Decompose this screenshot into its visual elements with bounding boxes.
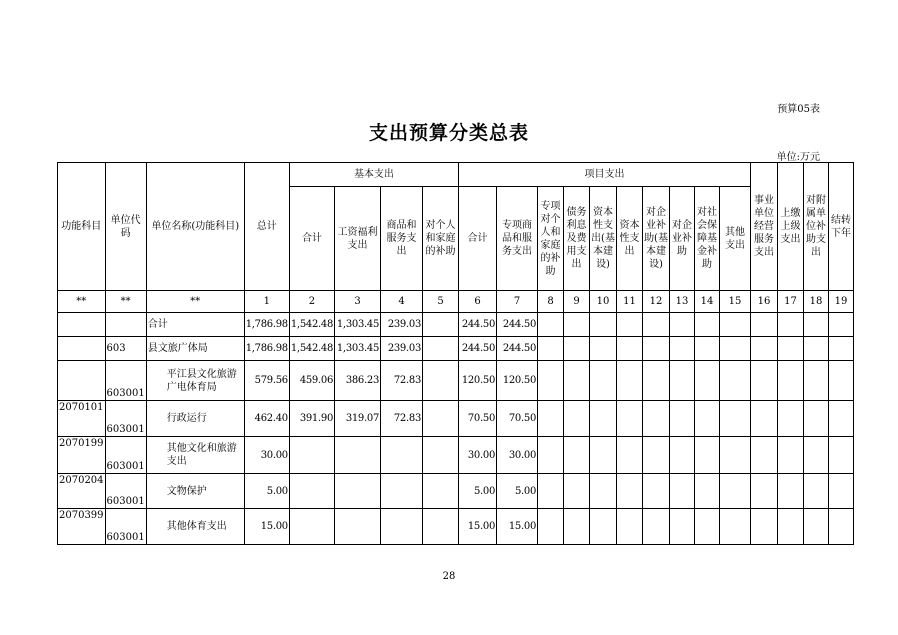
empty-cell [643, 437, 670, 474]
index-cell: 5 [423, 291, 459, 313]
header-unit-name: 单位名称(功能科目) [146, 163, 244, 291]
index-cell: 2 [289, 291, 334, 313]
proj-goods-cell: 5.00 [497, 474, 538, 509]
empty-cell [804, 437, 829, 474]
unit-label: 单位:万元 [776, 152, 820, 163]
header-debt: 债务利息及费用支出 [564, 187, 590, 291]
empty-cell [643, 361, 670, 401]
salary-cell [335, 509, 381, 545]
empty-cell [829, 337, 854, 361]
personal-cell [423, 401, 459, 437]
empty-cell [643, 337, 670, 361]
index-cell: 7 [497, 291, 538, 313]
proj-sum-cell: 244.50 [459, 337, 497, 361]
index-row [58, 291, 854, 313]
basic-sum-cell: 391.90 [289, 401, 334, 437]
empty-cell [778, 337, 804, 361]
personal-cell [423, 337, 459, 361]
total-cell: 30.00 [244, 437, 289, 474]
header-capital-build: 资本性支出(基本建设) [590, 187, 617, 291]
empty-cell [751, 337, 778, 361]
goods-cell: 239.03 [381, 337, 423, 361]
empty-cell [670, 361, 695, 401]
index-cell: ** [146, 291, 244, 313]
form-number: 预算05表 [777, 104, 820, 115]
unit-name-cell: 其他体育支出 [146, 509, 244, 545]
func-code-cell [58, 361, 106, 401]
table-row [58, 401, 854, 437]
proj-sum-cell: 15.00 [459, 509, 497, 545]
empty-cell [720, 401, 751, 437]
index-cell: 13 [670, 291, 695, 313]
index-cell: 15 [720, 291, 751, 313]
header-unit-code: 单位代码 [105, 163, 146, 291]
empty-cell [538, 313, 564, 337]
index-cell: 17 [778, 291, 804, 313]
empty-cell [804, 509, 829, 545]
proj-goods-cell: 244.50 [497, 337, 538, 361]
unit-name-cell: 行政运行 [146, 401, 244, 437]
goods-cell: 239.03 [381, 313, 423, 337]
page-number: 28 [442, 571, 456, 582]
proj-goods-cell: 15.00 [497, 509, 538, 545]
page-title: 支出预算分类总表 [368, 122, 529, 144]
goods-cell [381, 474, 423, 509]
empty-cell [804, 337, 829, 361]
total-cell: 1,786.98 [244, 313, 289, 337]
header-subsidiary: 对附属单位补助支出 [804, 163, 829, 291]
header-personal: 对个人和家庭的补助 [423, 187, 459, 291]
empty-cell [720, 361, 751, 401]
empty-cell [804, 401, 829, 437]
empty-cell [617, 313, 643, 337]
personal-cell [423, 474, 459, 509]
empty-cell [590, 313, 617, 337]
index-cell: 1 [244, 291, 289, 313]
salary-cell: 386.23 [335, 361, 381, 401]
header-salary: 工资福利支出 [335, 187, 381, 291]
empty-cell [720, 313, 751, 337]
func-code-cell: 2070199 [58, 437, 106, 474]
empty-cell [538, 509, 564, 545]
basic-sum-cell: 1,542.48 [289, 337, 334, 361]
header-proj-goods: 专项商品和服务支出 [497, 187, 538, 291]
empty-cell [617, 509, 643, 545]
basic-sum-cell [289, 437, 334, 474]
empty-cell [751, 361, 778, 401]
empty-cell [829, 401, 854, 437]
personal-cell [423, 361, 459, 401]
unit-name-cell: 其他文化和旅游支出 [146, 437, 244, 474]
proj-sum-cell: 120.50 [459, 361, 497, 401]
header-func-code: 功能科目 [58, 163, 106, 291]
index-cell: 9 [564, 291, 590, 313]
total-cell: 579.56 [244, 361, 289, 401]
empty-cell [695, 401, 720, 437]
empty-cell [751, 509, 778, 545]
empty-cell [670, 509, 695, 545]
empty-cell [590, 474, 617, 509]
empty-cell [751, 437, 778, 474]
empty-cell [778, 313, 804, 337]
total-cell: 462.40 [244, 401, 289, 437]
empty-cell [564, 474, 590, 509]
empty-cell [564, 313, 590, 337]
empty-cell [778, 361, 804, 401]
proj-sum-cell: 244.50 [459, 313, 497, 337]
empty-cell [564, 401, 590, 437]
unit-code-cell: 603001 [105, 509, 146, 545]
index-cell: 6 [459, 291, 497, 313]
budget-table [57, 162, 854, 545]
empty-cell [695, 474, 720, 509]
table-row [58, 509, 854, 545]
header-basic: 基本支出 [289, 163, 458, 187]
salary-cell: 1,303.45 [335, 337, 381, 361]
empty-cell [778, 509, 804, 545]
proj-goods-cell: 120.50 [497, 361, 538, 401]
index-cell: 14 [695, 291, 720, 313]
table-row [58, 474, 854, 509]
proj-sum-cell: 5.00 [459, 474, 497, 509]
empty-cell [643, 401, 670, 437]
empty-cell [538, 401, 564, 437]
index-cell: 16 [751, 291, 778, 313]
empty-cell [720, 474, 751, 509]
table-row [58, 313, 854, 337]
header-project: 项目支出 [459, 163, 751, 187]
basic-sum-cell: 1,542.48 [289, 313, 334, 337]
header-remit: 上缴上级支出 [778, 163, 804, 291]
empty-cell [670, 474, 695, 509]
empty-cell [617, 437, 643, 474]
empty-cell [804, 474, 829, 509]
func-code-cell: 2070101 [58, 401, 106, 437]
salary-cell: 319.07 [335, 401, 381, 437]
empty-cell [670, 313, 695, 337]
empty-cell [590, 509, 617, 545]
index-cell: 4 [381, 291, 423, 313]
empty-cell [617, 361, 643, 401]
empty-cell [751, 474, 778, 509]
empty-cell [695, 361, 720, 401]
func-code-cell [58, 313, 106, 337]
empty-cell [695, 509, 720, 545]
empty-cell [778, 437, 804, 474]
empty-cell [643, 474, 670, 509]
header-social: 对社会保障基金补助 [695, 187, 720, 291]
empty-cell [564, 337, 590, 361]
empty-cell [538, 474, 564, 509]
personal-cell [423, 313, 459, 337]
empty-cell [778, 401, 804, 437]
header-proj-sum: 合计 [459, 187, 497, 291]
empty-cell [538, 361, 564, 401]
index-cell: 19 [829, 291, 854, 313]
empty-cell [590, 337, 617, 361]
empty-cell [720, 509, 751, 545]
empty-cell [804, 361, 829, 401]
unit-code-cell: 603001 [105, 361, 146, 401]
empty-cell [695, 337, 720, 361]
index-cell: 11 [617, 291, 643, 313]
header-basic-sum: 合计 [289, 187, 334, 291]
unit-code-cell: 603001 [105, 437, 146, 474]
empty-cell [643, 313, 670, 337]
empty-cell [720, 337, 751, 361]
empty-cell [617, 337, 643, 361]
header-proj-personal: 专项对个人和家庭的补助 [538, 187, 564, 291]
index-cell: 12 [643, 291, 670, 313]
func-code-cell: 2070399 [58, 509, 106, 545]
empty-cell [617, 474, 643, 509]
index-cell: 8 [538, 291, 564, 313]
empty-cell [564, 509, 590, 545]
func-code-cell: 2070204 [58, 474, 106, 509]
unit-code-cell: 603001 [105, 474, 146, 509]
proj-goods-cell: 70.50 [497, 401, 538, 437]
header-capital: 资本性支出 [617, 187, 643, 291]
unit-code-cell: 603 [105, 337, 146, 361]
empty-cell [590, 401, 617, 437]
empty-cell [538, 337, 564, 361]
personal-cell [423, 437, 459, 474]
unit-code-cell: 603001 [105, 401, 146, 437]
salary-cell: 1,303.45 [335, 313, 381, 337]
empty-cell [829, 474, 854, 509]
empty-cell [590, 437, 617, 474]
table-row [58, 361, 854, 401]
empty-cell [670, 401, 695, 437]
empty-cell [804, 313, 829, 337]
empty-cell [670, 437, 695, 474]
index-cell: 10 [590, 291, 617, 313]
salary-cell [335, 474, 381, 509]
basic-sum-cell [289, 474, 334, 509]
salary-cell [335, 437, 381, 474]
empty-cell [829, 509, 854, 545]
empty-cell [695, 437, 720, 474]
index-cell: ** [105, 291, 146, 313]
goods-cell [381, 437, 423, 474]
proj-sum-cell: 70.50 [459, 401, 497, 437]
empty-cell [829, 361, 854, 401]
header-enterprise: 对企业补助 [670, 187, 695, 291]
empty-cell [538, 437, 564, 474]
header-biz-operation: 事业单位经营服务支出 [751, 163, 778, 291]
header-enterprise-build: 对企业补助(基本建设) [643, 187, 670, 291]
empty-cell [720, 437, 751, 474]
total-cell: 1,786.98 [244, 337, 289, 361]
unit-name-cell: 县文旅广体局 [146, 337, 244, 361]
header-goods: 商品和服务支出 [381, 187, 423, 291]
goods-cell: 72.83 [381, 361, 423, 401]
unit-name-cell: 平江县文化旅游广电体育局 [146, 361, 244, 401]
index-cell: 3 [335, 291, 381, 313]
basic-sum-cell: 459.06 [289, 361, 334, 401]
basic-sum-cell [289, 509, 334, 545]
empty-cell [695, 313, 720, 337]
total-cell: 5.00 [244, 474, 289, 509]
unit-name-cell: 文物保护 [146, 474, 244, 509]
goods-cell: 72.83 [381, 401, 423, 437]
unit-code-cell [105, 313, 146, 337]
empty-cell [751, 313, 778, 337]
empty-cell [778, 474, 804, 509]
empty-cell [590, 361, 617, 401]
total-cell: 15.00 [244, 509, 289, 545]
empty-cell [617, 401, 643, 437]
proj-sum-cell: 30.00 [459, 437, 497, 474]
index-cell: ** [58, 291, 106, 313]
header-other: 其他支出 [720, 187, 751, 291]
table-row [58, 437, 854, 474]
empty-cell [751, 401, 778, 437]
header-carryover: 结转下年 [829, 163, 854, 291]
goods-cell [381, 509, 423, 545]
empty-cell [564, 361, 590, 401]
proj-goods-cell: 30.00 [497, 437, 538, 474]
header-total: 总计 [244, 163, 289, 291]
empty-cell [670, 337, 695, 361]
personal-cell [423, 509, 459, 545]
func-code-cell [58, 337, 106, 361]
empty-cell [829, 313, 854, 337]
empty-cell [564, 437, 590, 474]
empty-cell [829, 437, 854, 474]
index-cell: 18 [804, 291, 829, 313]
table-row [58, 337, 854, 361]
unit-name-cell: 合计 [146, 313, 244, 337]
proj-goods-cell: 244.50 [497, 313, 538, 337]
empty-cell [643, 509, 670, 545]
